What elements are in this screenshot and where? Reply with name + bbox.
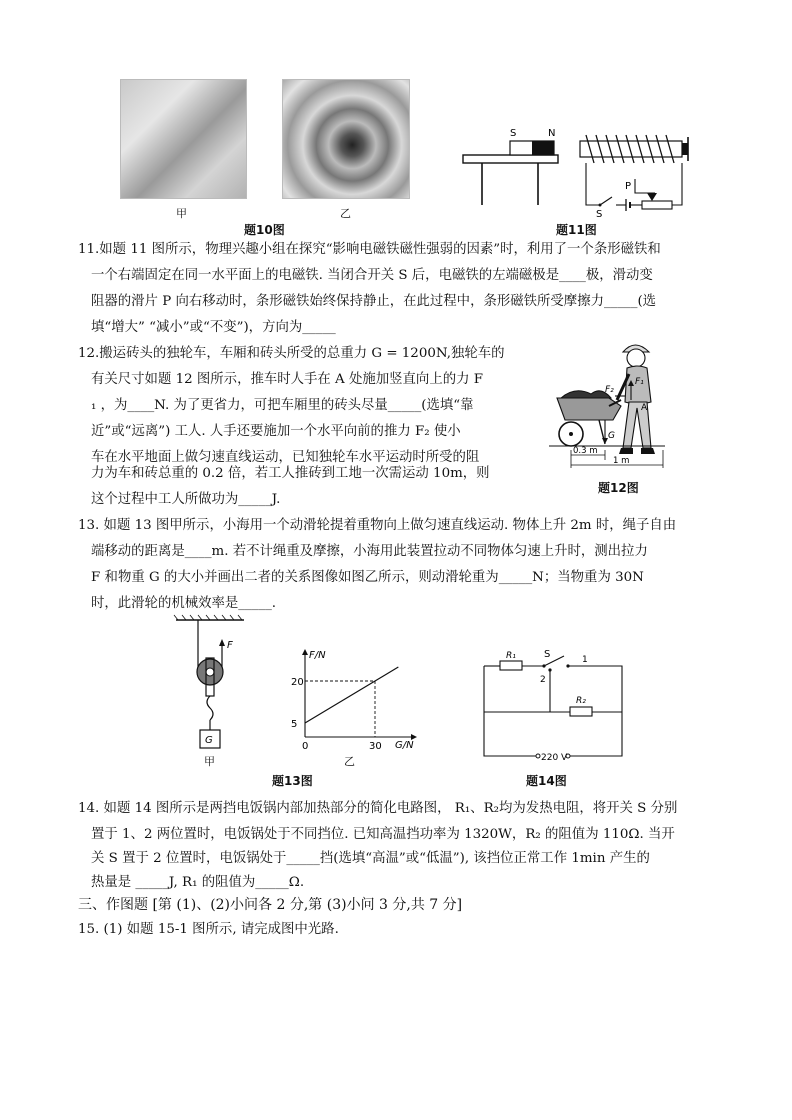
q12-line-2: 有关尺寸如题 12 图所示，推车时人手在 A 处施加竖直向上的力 F [91,372,484,387]
q11-line-2: 一个右端固定在同一水平面上的电磁铁. 当闭合开关 S 后，电磁铁的左端磁极是____极，滑动变 [91,268,653,283]
q15-line: 15. (1) 如题 15-1 图所示, 请完成图中光路. [78,922,339,937]
q13-line-1: 13. 如题 13 图甲所示，小海用一个动滑轮提着重物向上做匀速直线运动. 物体上升 2m 时，绳子自由 [78,518,677,533]
chart-xtick-label: 0 [302,741,309,752]
chart-xtick-label: 30 [369,741,382,752]
q13-line-2: 端移动的距离是____m. 若不计绳重及摩擦，小海用此装置拉动不同物体匀速上升时，测出拉力 [91,544,648,559]
q11-line-4: 填“增大” “减小”或“不变”)，方向为_____ [91,320,336,335]
fig11-switch-s: S [596,209,603,220]
q14-line-1: 14. 如题 14 图所示是两挡电饭锅内部加热部分的简化电路图， R₁、R₂均为发热电阻，将开关 S 分别 [78,801,678,816]
fig14-source: 220 V [541,753,568,763]
fig14-r2-label: R₂ [576,696,586,706]
fig12-dim-1m: 1 m [613,456,630,466]
q14-line-4: 热量是 _____J, R₁ 的阻值为_____Ω. [91,875,305,890]
fig12-a: A [641,403,648,413]
fig12-dim-03m: 0.3 m [573,446,598,456]
fig11-diagram [460,105,700,220]
chart-ytick-label: 20 [291,677,304,688]
fig10-photo-a [120,79,247,199]
fig12-diagram [545,334,695,474]
q14-line-3: 关 S 置于 2 位置时，电饭锅处于_____挡(选填“高温”或“低温”), 该挡位正常工作 1min 产生的 [91,851,650,866]
fig14-pos1: 1 [582,655,588,665]
fig13-label-b: 乙 [344,755,355,768]
fig14-s-label: S [544,649,551,660]
fig13-label-a: 甲 [204,755,215,768]
q11-line-1: 11.如题 11 图所示，物理兴趣小组在探究“影响电磁铁磁性强弱的因素”时，利用了一个条形磁铁和 [78,242,661,257]
fig13-pulley [170,612,250,762]
q12-line-6: 力为车和砖总重的 0.2 倍，若工人推砖到工地一次需运动 10m，则 [91,466,490,481]
fig13-chart [285,645,425,765]
fig10-photo-b [282,79,410,199]
q12-line-4: 近”或“远离”) 工人. 人手还要施加一个水平向前的推力 F₂ 使小 [91,424,461,439]
fig12-f2: F₂ [605,385,614,395]
fig10-label-a: 甲 [176,207,187,220]
fig12-caption: 题12图 [598,481,639,495]
fig11-n-pole: N [548,128,556,139]
fig14-caption: 题14图 [526,774,567,788]
fig14-pos2: 2 [540,675,546,685]
fig11-s-pole: S [510,128,517,139]
q12-line-3: ₁ ，为____N. 为了更省力，可把车厢里的砖头尽量_____(选填“靠 [91,398,474,413]
fig13-g-label: G [205,735,213,746]
fig12-f1: F₁ [635,377,644,387]
q11-line-3: 阻器的滑片 P 向右移动时，条形磁铁始终保持静止，在此过程中，条形磁铁所受摩擦力_____(选 [91,294,657,309]
chart-y-label: F/N [309,650,326,661]
fig13-f-label: F [227,640,233,651]
fig14-r1-label: R₁ [506,651,516,661]
fig12-g: G [608,431,615,441]
section3-title: 三、作图题 [第 (1)、(2)小问各 2 分,第 (3)小问 3 分,共 7 分] [78,897,463,913]
q14-line-2: 置于 1、2 两位置时，电饭锅处于不同挡位. 已知高温挡功率为 1320W，R₂ 的阻值为 110Ω. 当开 [91,827,675,842]
q12-line-5: 车在水平地面上做匀速直线运动，已知独轮车水平运动时所受的阻 [91,450,480,465]
fig11-p: P [625,181,632,192]
chart-ytick-label: 5 [291,719,298,730]
chart-x-label: G/N [395,740,414,751]
fig14-r2 [570,707,592,716]
fig10-caption: 题10图 [244,223,285,237]
chart-series-line [305,667,398,723]
q13-line-4: 时，此滑轮的机械效率是_____. [91,596,277,611]
fig11-caption: 题11图 [556,223,597,237]
fig14-r1 [500,661,522,670]
fig13-caption: 题13图 [272,774,313,788]
fig14-circuit [478,648,628,768]
q13-line-3: F 和物重 G 的大小并画出二者的关系图像如图乙所示，则动滑轮重为_____N；当物重为 30N [91,570,644,585]
q12-line-1: 12.搬运砖头的独轮车，车厢和砖头所受的总重力 G = 1200N,独轮车的 [78,346,505,361]
q12-line-7: 这个过程中工人所做功为_____J. [91,492,281,507]
fig10-label-b: 乙 [340,207,351,220]
